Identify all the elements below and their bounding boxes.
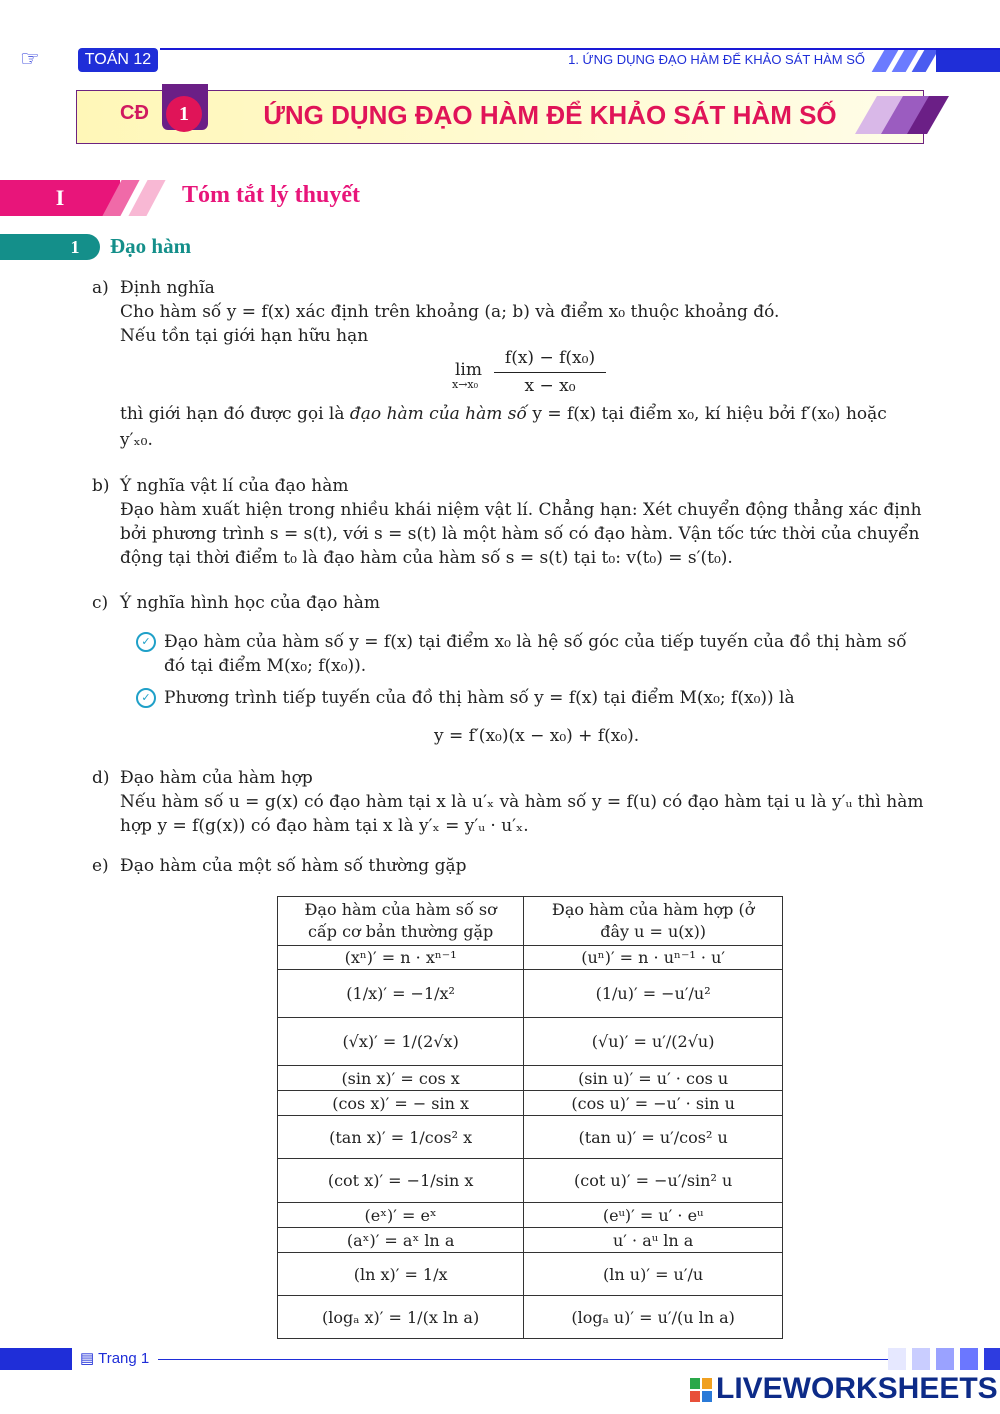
item-c-title: Ý nghĩa hình học của đạo hàm [120, 593, 381, 613]
section-title: Tóm tắt lý thuyết [182, 182, 360, 208]
item-a-line4: y′ₓ₀. [120, 430, 153, 450]
derivative-table [277, 896, 783, 1339]
table-cell: (√x)′ = 1/(2√x) [278, 1018, 524, 1066]
header-line: Đạo hàm của hàm số sơ [304, 900, 497, 919]
item-d-line1: Nếu hàm số u = g(x) có đạo hàm tại x là u′ₓ và hàm số y = f(u) có đạo hàm tại u là y′ᵤ thì hàm [120, 792, 924, 812]
table-cell: (cos x)′ = − sin x [278, 1091, 524, 1116]
item-d-label: d) [92, 768, 110, 788]
pointing-hand-icon: ☞ [20, 47, 40, 72]
item-a-line1: Cho hàm số y = f(x) xác định trên khoảng (a; b) và điểm x₀ thuộc khoảng đó. [120, 302, 780, 322]
table-row [278, 1018, 783, 1066]
table-cell: (xⁿ)′ = n · xⁿ⁻¹ [278, 946, 524, 970]
liveworksheets-logo-icon [690, 1378, 712, 1402]
chapter-label: CĐ [120, 102, 149, 124]
table-row [278, 1159, 783, 1203]
chapter-title: ỨNG DỤNG ĐẠO HÀM ĐỂ KHẢO SÁT HÀM SỐ [263, 100, 837, 130]
table-cell: (eᵘ)′ = u′ · eᵘ [524, 1203, 783, 1228]
item-a-title: Định nghĩa [120, 278, 215, 298]
item-b-line1: Đạo hàm xuất hiện trong nhiều khái niệm vật lí. Chẳng hạn: Xét chuyển động thẳng xác định [120, 500, 922, 520]
tangent-formula: y = f′(x₀)(x − x₀) + f(x₀). [434, 726, 640, 746]
chapter-number: 1 [166, 96, 202, 132]
item-a-line3 [120, 402, 940, 426]
limit-operator: lim [455, 360, 482, 380]
item-c-bullet1-line2: đó tại điểm M(x₀; f(x₀)). [164, 656, 367, 676]
table-row [278, 1253, 783, 1296]
item-d-title: Đạo hàm của hàm hợp [120, 768, 313, 788]
subsection-title: Đạo hàm [110, 234, 192, 258]
table-row [278, 1116, 783, 1159]
header-line: đây u = u(x)) [600, 922, 707, 941]
fraction-numerator: f(x) − f(x₀) [504, 348, 596, 368]
fraction-denominator: x − x₀ [524, 376, 576, 396]
table-header-cell [524, 897, 783, 946]
fraction-line [494, 372, 606, 373]
section-number: I [55, 185, 65, 210]
item-c-bullet1-line1: Đạo hàm của hàm số y = f(x) tại điểm x₀ là hệ số góc của tiếp tuyến của đồ thị hàm số [164, 632, 907, 652]
table-cell: (logₐ x)′ = 1/(x ln a) [278, 1296, 524, 1339]
table-row [278, 1066, 783, 1091]
liveworksheets-brand[interactable]: LIVEWORKSHEETS [716, 1372, 998, 1405]
table-cell: (√u)′ = u′/(2√u) [524, 1018, 783, 1066]
header-line [160, 48, 1000, 50]
table-cell: (eˣ)′ = eˣ [278, 1203, 524, 1228]
item-e-label: e) [92, 856, 109, 876]
item-a-line3-start: thì giới hạn đó được gọi là [120, 404, 345, 424]
table-cell: (1/x)′ = −1/x² [278, 970, 524, 1018]
course-badge: TOÁN 12 [78, 48, 158, 72]
item-b-label: b) [92, 476, 110, 496]
footer-square [936, 1348, 954, 1370]
header-bar [936, 50, 1000, 72]
check-circle-icon: ✓ [136, 688, 156, 708]
footer-square [888, 1348, 906, 1370]
table-cell: (logₐ u)′ = u′/(u ln a) [524, 1296, 783, 1339]
table-row [278, 1296, 783, 1339]
page-icon: ▤ [80, 1350, 95, 1367]
item-b-line2: bởi phương trình s = s(t), với s = s(t) là một hàm số có đạo hàm. Vận tốc tức thời của chuyển [120, 524, 920, 544]
footer-line [158, 1359, 888, 1360]
table-header-row [278, 897, 783, 946]
table-cell: (cot x)′ = −1/sin x [278, 1159, 524, 1203]
item-c-bullet2: Phương trình tiếp tuyến của đồ thị hàm số y = f(x) tại điểm M(x₀; f(x₀)) là [164, 688, 795, 708]
footer-square [912, 1348, 930, 1370]
footer-square [984, 1348, 1000, 1370]
header-line: cấp cơ bản thường gặp [307, 922, 494, 941]
item-a-line3-end: y = f(x) tại điểm x₀, kí hiệu bởi f′(x₀) hoặc [532, 404, 887, 424]
table-row [278, 1203, 783, 1228]
table-cell: (sin u)′ = u′ · cos u [524, 1066, 783, 1091]
table-cell: (uⁿ)′ = n · uⁿ⁻¹ · u′ [524, 946, 783, 970]
table-cell: u′ · aᵘ ln a [524, 1228, 783, 1253]
table-row [278, 1091, 783, 1116]
table-row [278, 946, 783, 970]
table-row [278, 970, 783, 1018]
header-line: Đạo hàm của hàm hợp (ở [551, 900, 755, 919]
table-cell: (aˣ)′ = aˣ ln a [278, 1228, 524, 1253]
table-cell: (tan u)′ = u′/cos² u [524, 1116, 783, 1159]
footer-page [80, 1349, 149, 1367]
table-cell: (sin x)′ = cos x [278, 1066, 524, 1091]
item-a-label: a) [92, 278, 109, 298]
table-header-cell [278, 897, 524, 946]
footer-bar [0, 1348, 72, 1370]
item-c-label: c) [92, 593, 109, 613]
limit-subscript: x→x₀ [452, 378, 479, 391]
table-cell: (tan x)′ = 1/cos² x [278, 1116, 524, 1159]
item-b-title: Ý nghĩa vật lí của đạo hàm [120, 476, 349, 496]
check-circle-icon: ✓ [136, 632, 156, 652]
item-d-line2: hợp y = f(g(x)) có đạo hàm tại x là y′ₓ = y′ᵤ · u′ₓ. [120, 816, 529, 836]
table-cell: (ln u)′ = u′/u [524, 1253, 783, 1296]
item-a-line3-italic: đạo hàm của hàm số [349, 404, 527, 424]
footer-square [960, 1348, 978, 1370]
table-cell: (cos u)′ = −u′ · sin u [524, 1091, 783, 1116]
item-a-line2: Nếu tồn tại giới hạn hữu hạn [120, 326, 369, 346]
page-number: Trang 1 [98, 1350, 150, 1367]
table-row [278, 1228, 783, 1253]
item-e-title: Đạo hàm của một số hàm số thường gặp [120, 856, 467, 876]
header-section-title: 1. ỨNG DỤNG ĐẠO HÀM ĐỂ KHẢO SÁT HÀM SỐ [568, 52, 865, 67]
table-cell: (cot u)′ = −u′/sin² u [524, 1159, 783, 1203]
item-b-line3: động tại thời điểm t₀ là đạo hàm của hàm số s = s(t) tại t₀: v(t₀) = s′(t₀). [120, 548, 733, 568]
subsection-number: 1 [70, 237, 80, 257]
table-cell: (1/u)′ = −u′/u² [524, 970, 783, 1018]
table-cell: (ln x)′ = 1/x [278, 1253, 524, 1296]
